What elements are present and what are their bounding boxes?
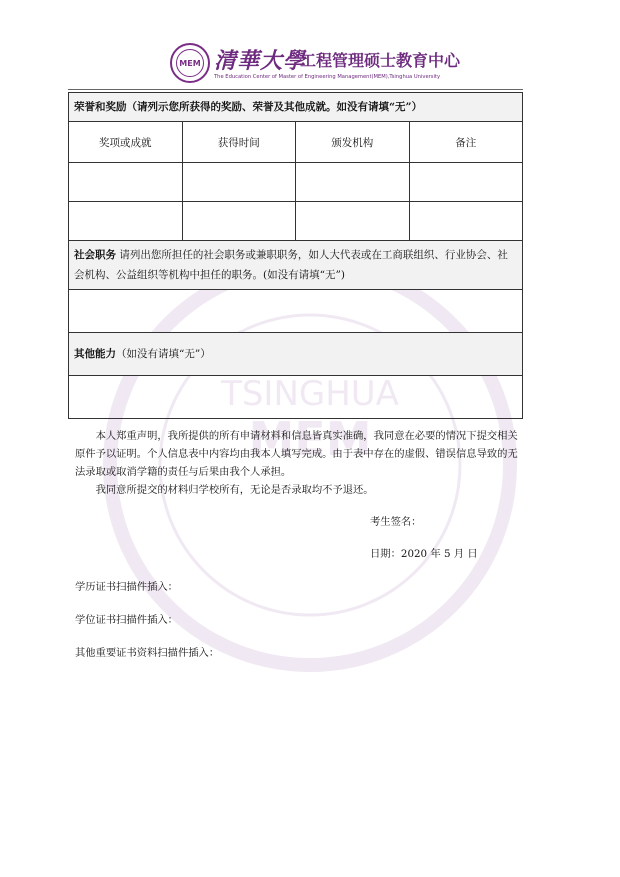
honors-cell-issuer[interactable] (296, 202, 410, 241)
signature-label: 考生签名： (370, 516, 422, 528)
honors-cell-remarks[interactable] (409, 202, 523, 241)
honors-cell-date[interactable] (182, 202, 296, 241)
other-instruction: （如没有请填“无”） (116, 348, 211, 360)
column-date: 获得时间 (182, 122, 296, 163)
declaration-para-1: 本人郑重声明，我所提供的所有申请材料和信息皆真实准确，我同意在必要的情况下提交相关原件予以证明。个人信息表中内容均由我本人填写完成。由于表中存在的虚假、错误信息导致的无法录取或取消学籍的责任与后果由我个人承担。 (75, 430, 518, 478)
honors-cell-issuer[interactable] (296, 163, 410, 202)
column-issuer: 颁发机构 (296, 122, 410, 163)
honors-row (69, 163, 523, 202)
declaration-para-2: 我同意所提交的材料归学校所有，无论是否录取均不予退还。 (95, 484, 374, 496)
other-cert-insert: 其他重要证书资料扫描件插入： (75, 647, 220, 659)
column-remarks: 备注 (409, 122, 523, 163)
honors-instruction: （请列示您所获得的奖励、荣誉及其他成就。如没有请填“无”） (126, 101, 423, 113)
honors-cell-award[interactable] (69, 163, 183, 202)
honors-cell-remarks[interactable] (409, 163, 523, 202)
watermark-logo: MEM (248, 412, 372, 466)
honors-title: 荣誉和奖励 (74, 101, 127, 113)
other-title: 其他能力 (74, 348, 116, 360)
watermark-text: TSINGHUA (221, 374, 399, 414)
signature-date: 日期：2020 年 5 月 日 (370, 548, 478, 560)
social-section-header (69, 241, 523, 290)
education-cert-insert: 学历证书扫描件插入： (75, 581, 178, 593)
center-name: 工程管理硕士教育中心 (300, 51, 461, 70)
mem-logo (170, 43, 210, 83)
mem-logo-text: MEM (176, 49, 204, 77)
social-title: 社会职务 (74, 249, 116, 261)
school-name: 清華大學 (214, 48, 307, 74)
other-input-area[interactable] (69, 376, 523, 419)
social-input-area[interactable] (69, 290, 523, 333)
honors-cell-date[interactable] (182, 163, 296, 202)
honors-row (69, 202, 523, 241)
honors-cell-award[interactable] (69, 202, 183, 241)
declaration (75, 427, 525, 499)
honors-section-header (69, 93, 523, 122)
page-header (170, 40, 460, 88)
social-instruction: 请列出您所担任的社会职务或兼职职务，如人大代表或在工商联组织、行业协会、社会机构、公益组织等机构中担任的职务。(如没有请填“无”) (74, 249, 508, 281)
column-award: 奖项或成就 (69, 122, 183, 163)
header-divider (68, 89, 523, 90)
degree-cert-insert: 学位证书扫描件插入： (75, 614, 178, 626)
application-form-table (68, 92, 523, 419)
header-subtitle: The Education Center of Master of Engineering Management(MEM),Tsinghua University (214, 74, 441, 80)
other-section-header (69, 333, 523, 376)
